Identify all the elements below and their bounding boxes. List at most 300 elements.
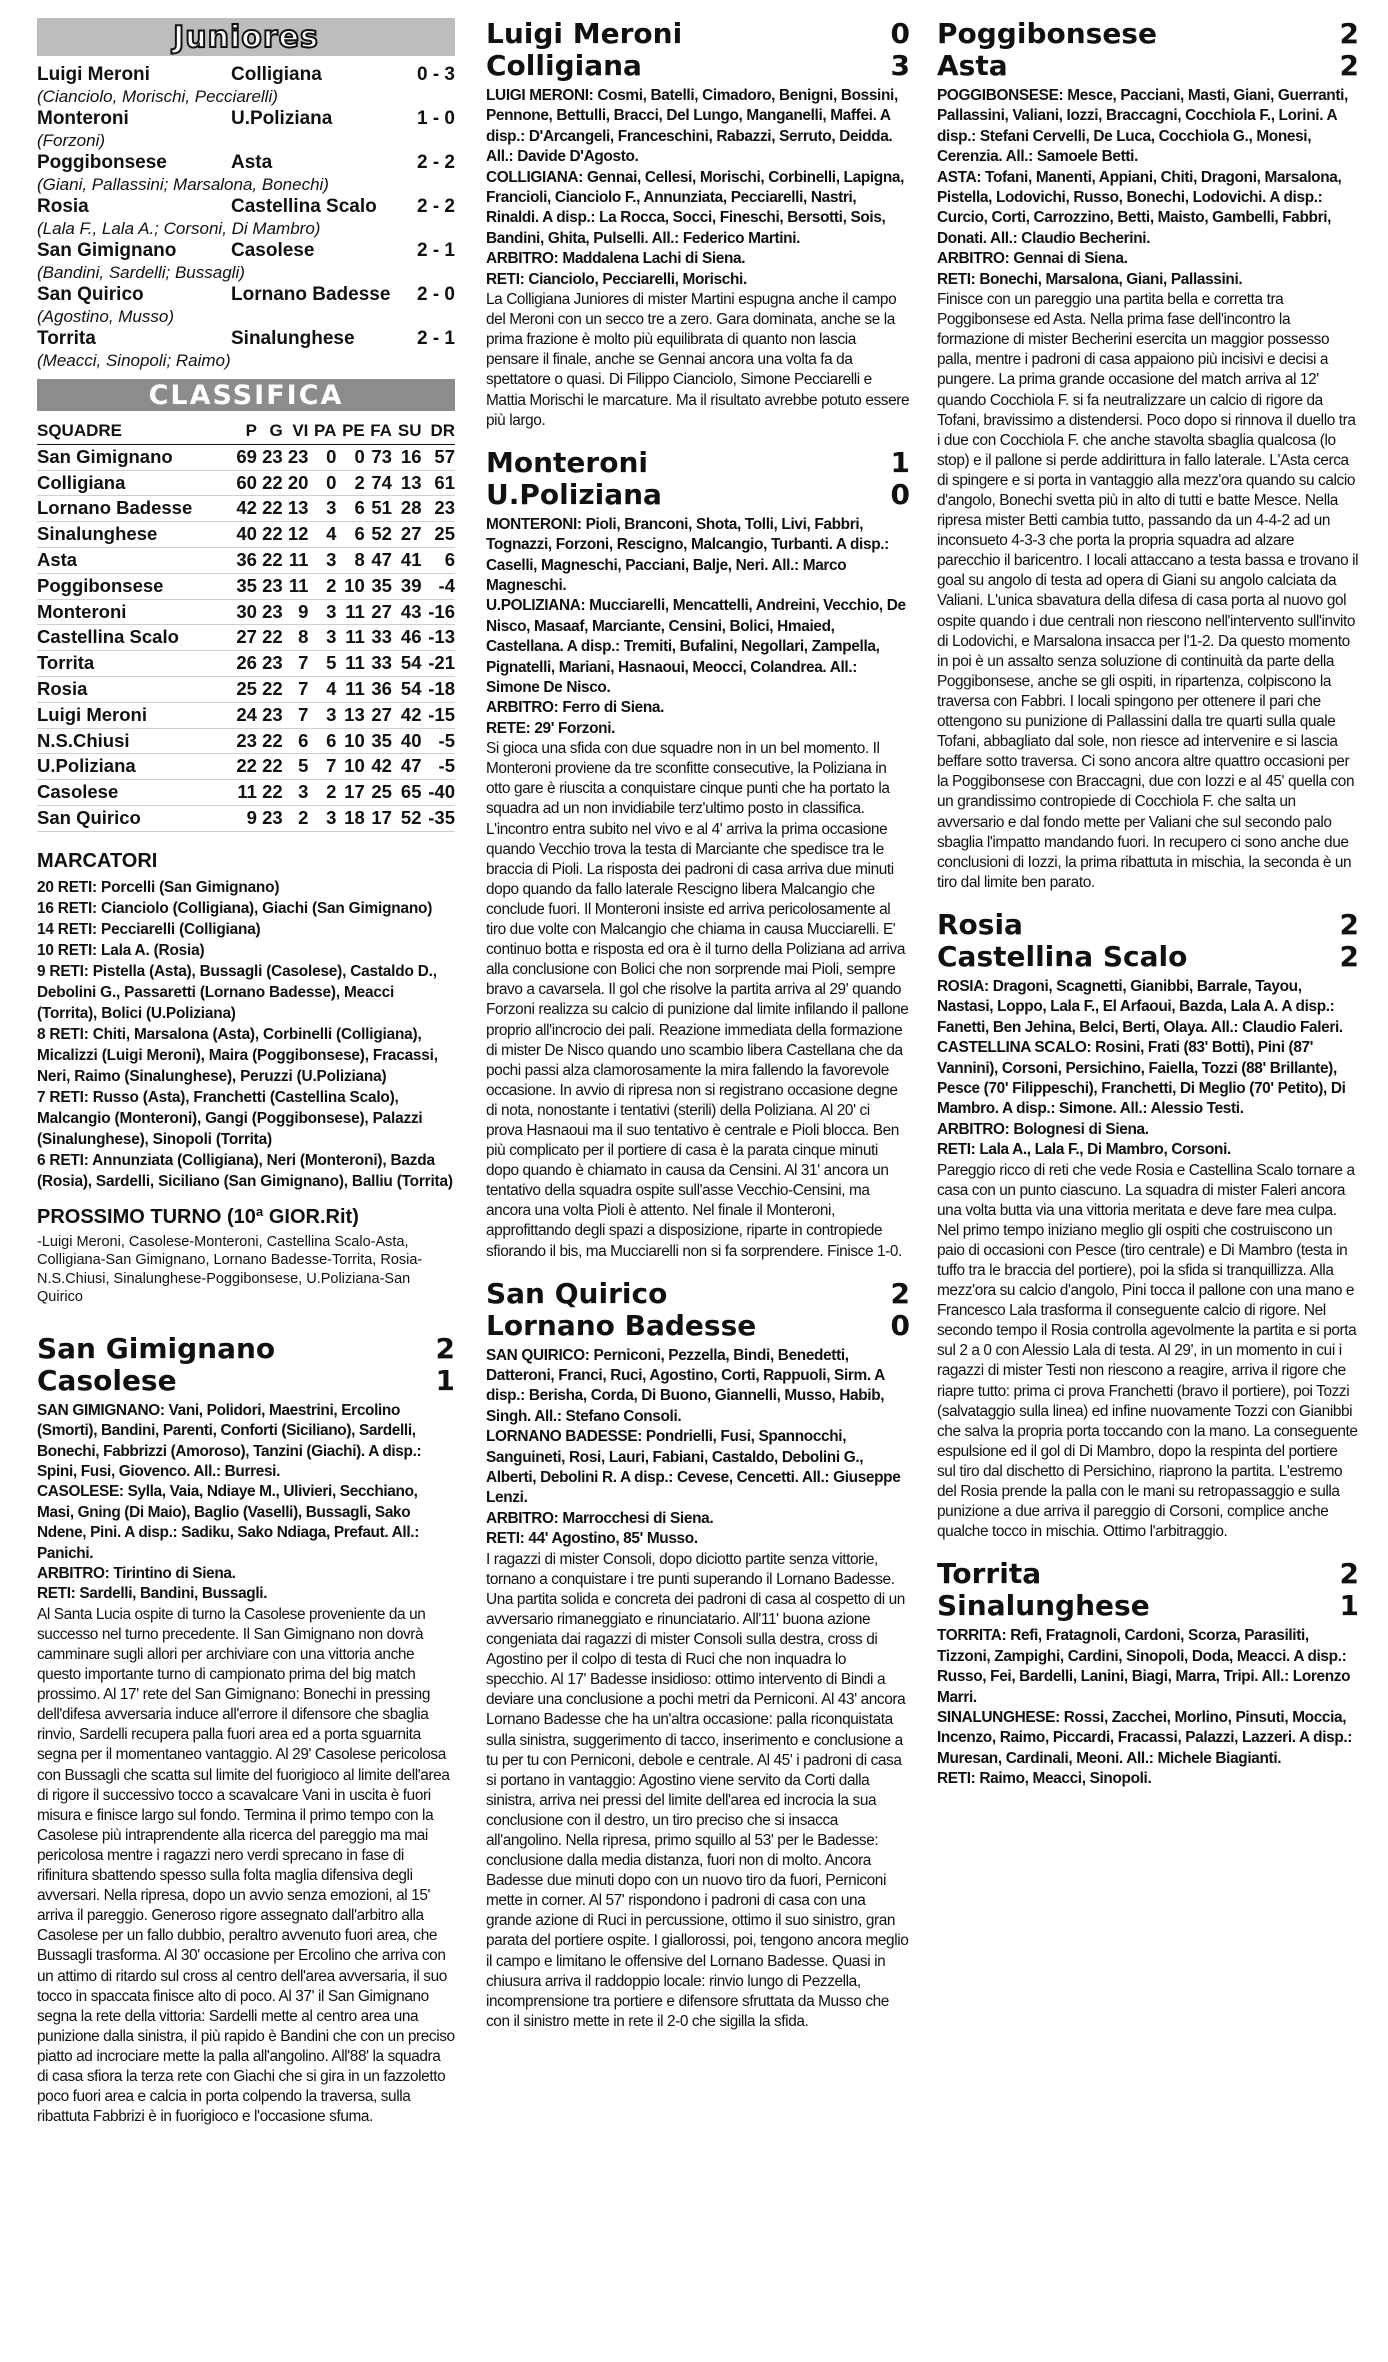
referee: ARBITRO: Gennai di Siena. <box>937 250 1128 268</box>
standings-col-header: SU <box>392 419 422 444</box>
result-scorers: (Lala F., Lala A.; Corsoni, Di Mambro) <box>37 219 321 238</box>
standings-cell: 11 <box>336 676 364 702</box>
standings-cell: 5 <box>308 651 336 677</box>
result-scorers: (Giani, Pallassini; Marsalona, Bonechi) <box>37 175 329 194</box>
standings-row <box>37 780 455 806</box>
goals: RETI: Raimo, Meacci, Sinopoli. <box>937 1770 1152 1788</box>
scorer-line: 8 RETI: Chiti, Marsalona (Asta), Corbinelli (Colligiana), Micalizzi (Luigi Meroni), Maira (Poggibonsese), Fracassi, Neri, Raimo (Sinalunghese), Peruzzi (U.Poliziana) <box>37 1025 438 1085</box>
standings-cell: 42 <box>365 754 392 780</box>
standings-team: San Gimignano <box>37 444 231 470</box>
referee: ARBITRO: Marrocchesi di Siena. <box>486 1509 714 1527</box>
standings-cell: 35 <box>365 728 392 754</box>
match-home-score: 2 <box>435 1331 455 1365</box>
standings-cell: 23 <box>421 496 455 522</box>
standings-cell: 2 <box>308 780 336 806</box>
standings-cell: -40 <box>421 780 455 806</box>
standings-cell: 25 <box>421 522 455 548</box>
standings-cell: -16 <box>421 599 455 625</box>
scorer-line: 9 RETI: Pistella (Asta), Bussagli (Casolese), Castaldo D., Debolini G., Passaretti (Lornano Badesse), Meacci (Torrita), Bolici (U.Poliziana) <box>37 962 437 1022</box>
standings-cell: 54 <box>392 676 422 702</box>
standings-cell: 17 <box>336 780 364 806</box>
result-home-team: San Gimignano <box>37 240 177 261</box>
prossimo-turno-body: -Luigi Meroni, Casolese-Monteroni, Castellina Scalo-Asta, Colligiana-San Gimignano, Lornano Badesse-Torrita, Rosia-N.S.Chiusi, Sinalunghese-Poggibonsese, U.Poliziana-San Quirico <box>37 1233 423 1306</box>
standings-row <box>37 522 455 548</box>
result-home-team: San Quirico <box>37 284 144 305</box>
standings-cell: 4 <box>308 522 336 548</box>
home-lineup: ROSIA: Dragoni, Scagnetti, Gianibbi, Barrale, Tayou, Nastasi, Loppo, Lala F., El Arfaoui, Bazda, Lala A. A disp.: Fanetti, Ben Jehina, Belci, Berti, Olaya. All.: Claudio Faleri. <box>937 977 1343 1036</box>
standings-cell: 6 <box>421 547 455 573</box>
standings-row <box>37 599 455 625</box>
standings-cell: 28 <box>392 496 422 522</box>
scorer-line: 7 RETI: Russo (Asta), Franchetti (Castellina Scalo), Malcangio (Monteroni), Gangi (Poggibonsese), Palazzi (Sinalunghese), Sinopoli (Torrita) <box>37 1088 423 1148</box>
standings-row <box>37 676 455 702</box>
standings-cell: 3 <box>308 496 336 522</box>
standings-cell: 65 <box>392 780 422 806</box>
result-score: 2 - 1 <box>416 240 455 261</box>
juniores-banner <box>37 18 455 56</box>
standings-cell: 13 <box>283 496 309 522</box>
match-home-team: Poggibonsese <box>937 17 1157 50</box>
result-away-team: U.Poliziana <box>231 108 333 129</box>
home-lineup: MONTERONI: Pioli, Branconi, Shota, Tolli, Livi, Fabbri, Tognazzi, Forzoni, Rescigno, Malcangio, Turbanti. A disp.: Caselli, Magneschi, Pacciani, Balje, Neri. All.: Marco Magneschi. <box>486 515 889 594</box>
result-score: 2 - 0 <box>416 284 455 305</box>
standings-cell: 5 <box>283 754 309 780</box>
standings-row <box>37 754 455 780</box>
standings-cell: 2 <box>336 470 364 496</box>
standings-cell: 3 <box>308 702 336 728</box>
standings-team: Sinalunghese <box>37 522 231 548</box>
standings-cell: 27 <box>365 702 392 728</box>
standings-cell: 27 <box>231 625 257 651</box>
standings-team: U.Poliziana <box>37 754 231 780</box>
juniores-banner-text: Juniores <box>173 19 319 55</box>
match-home-score: 2 <box>1339 907 1359 941</box>
standings-cell: 7 <box>283 676 309 702</box>
standings-team: San Quirico <box>37 805 231 831</box>
home-lineup: SAN QUIRICO: Perniconi, Pezzella, Bindi, Benedetti, Datteroni, Franci, Ruci, Agostino, Corti, Rappuoli, Sirm. A disp.: Berisha, Corda, Di Buono, Giannelli, Musso, Habib, Singh. All.: Stefano Consoli. <box>486 1346 885 1425</box>
match-home-row <box>937 18 1359 50</box>
standings-cell: 7 <box>283 651 309 677</box>
result-home-team: Monteroni <box>37 108 129 129</box>
marcatori-list <box>37 877 455 1192</box>
standings-row <box>37 651 455 677</box>
standings-cell: 24 <box>231 702 257 728</box>
standings-team: Luigi Meroni <box>37 702 231 728</box>
standings-cell: 3 <box>308 805 336 831</box>
standings-cell: -13 <box>421 625 455 651</box>
match-away-score: 0 <box>890 477 910 511</box>
standings-col-header: DR <box>421 419 455 444</box>
standings-cell: 35 <box>231 573 257 599</box>
standings-team: Lornano Badesse <box>37 496 231 522</box>
away-lineup: CASOLESE: Sylla, Vaia, Ndiaye M., Ulivieri, Secchiano, Masi, Gning (Di Maio), Baglio (Vaselli), Bussagli, Sako Ndene, Pini. A disp.: Sadiku, Sako Ndiaga, Prefaut. All.: Panichi. <box>37 1483 419 1562</box>
standings-cell: -21 <box>421 651 455 677</box>
result-row <box>37 284 455 306</box>
standings-cell: 54 <box>392 651 422 677</box>
home-lineup: SAN GIMIGNANO: Vani, Polidori, Maestrini, Ercolino (Smorti), Bandini, Parenti, Conforti (Siciliano), Sardelli, Bonechi, Fabbrizzi (Amoroso), Tanzini (Giachi). A disp.: Spini, Fusi, Giovenco. All.: Burresi. <box>37 1401 422 1480</box>
match-away-row <box>37 1365 455 1397</box>
standings-cell: -18 <box>421 676 455 702</box>
standings-cell: 17 <box>365 805 392 831</box>
standings-team: Rosia <box>37 676 231 702</box>
standings-cell: 60 <box>231 470 257 496</box>
standings-cell: 22 <box>257 496 283 522</box>
match-away-team: Lornano Badesse <box>486 1308 757 1342</box>
standings-cell: -4 <box>421 573 455 599</box>
away-lineup: U.POLIZIANA: Mucciarelli, Mencattelli, Andreini, Vecchio, De Nisco, Masaaf, Marciante, Censini, Bolici, Hmaied, Castellana. A disp.: Tremiti, Bufalini, Negollari, Zampella, Pignatelli, Mariani, Hasnaoui, Meocci, Colandrea. All.: Simone De Nisco. <box>486 597 906 696</box>
match-away-score: 1 <box>435 1363 455 1397</box>
result-scorers: (Forzoni) <box>37 131 106 150</box>
standings-col-header: VI <box>283 419 309 444</box>
match-report <box>937 1558 1359 1789</box>
match-report <box>486 18 910 431</box>
referee: ARBITRO: Ferro di Siena. <box>486 699 665 717</box>
match-home-row <box>486 447 910 479</box>
result-row <box>37 152 455 174</box>
standings-cell: 2 <box>308 573 336 599</box>
match-away-team: U.Poliziana <box>486 477 662 511</box>
standings-col-header: PA <box>308 419 336 444</box>
away-lineup: LORNANO BADESSE: Pondrielli, Fusi, Spannocchi, Sanguineti, Rosi, Lauri, Fabiani, Castaldo, Debolini G., Alberti, Debolini R. A disp.: Cevese, Cencetti. All.: Giuseppe Lenzi. <box>486 1428 901 1507</box>
match-report-text: Pareggio ricco di reti che vede Rosia e Castellina Scalo tornare a casa con un punto ciascuno. La squadra di mister Faleri ancora una volta butta via una vittoria meritata e deve fare mea culpa. Nel primo tempo iniziano meglio gli ospiti che costruiscono un paio di occasioni con Pesce (tiro centrale) e Di Mambro (testa in tuffo tra le braccia del portiere), poi la sfida si tranquillizza. Alla mezz'ora su calcio d'angolo, Pini tocca il pallone con una mano e Francesco Lala trasforma il conseguente calcio di rigore. Nel secondo tempo il Rosia controlla agevolmente la partita e si porta sul 2 a 0 con Alessio Lala di testa. Al 29', in un momento in cui i ragazzi di mister Testi non riescono a reagire, arriva il rigore che riapre tutto: prima ci prova Franchetti (bravo il portiere), poi Tozzi (salvataggio sulla linea) ed infine nuovamente Tozzi con Gianibbi che salva la propria porta toccando con la mano. La conseguente espulsione ed il gol di Di Mambro, dopo la respinta del portiere sul tiro dal dischetto di Persichino, riaprono la partita. L'estremo del Rosia prende la palla con le mani su retropassaggio e sulla punizione a due arriva il pareggio di Corsoni, complice anche qualche tocco in mischia. Ottimo l'arbitraggio. <box>937 1161 1358 1541</box>
standings-col-header: FA <box>365 419 392 444</box>
match-home-team: San Gimignano <box>37 1331 276 1365</box>
standings-row <box>37 702 455 728</box>
standings-cell: 9 <box>231 805 257 831</box>
standings-cell: 6 <box>336 522 364 548</box>
match-away-row <box>486 50 910 82</box>
standings-cell: 23 <box>257 651 283 677</box>
standings-team: Monteroni <box>37 599 231 625</box>
classifica-banner <box>37 379 455 411</box>
standings-cell: 22 <box>231 754 257 780</box>
match-home-team: Rosia <box>937 907 1023 941</box>
standings-cell: 7 <box>283 702 309 728</box>
result-score: 1 - 0 <box>416 108 455 129</box>
standings-team: Asta <box>37 547 231 573</box>
standings-cell: 42 <box>231 496 257 522</box>
result-score: 2 - 2 <box>416 152 455 173</box>
match-home-team: Torrita <box>937 1557 1042 1591</box>
results-list <box>37 64 455 371</box>
result-row <box>37 240 455 262</box>
standings-cell: 20 <box>283 470 309 496</box>
standings-cell: 43 <box>392 599 422 625</box>
away-lineup: ASTA: Tofani, Manenti, Appiani, Chiti, Dragoni, Marsalona, Pistella, Lodovichi, Russo, Bonechi, Lodovichi. A disp.: Curcio, Corti, Carrozzino, Betti, Maisto, Gambelli, Fabbri, Donati. All.: Claudio Becherini. <box>937 168 1342 247</box>
referee: ARBITRO: Bolognesi di Siena. <box>937 1120 1149 1138</box>
result-away-team: Colligiana <box>231 64 322 85</box>
match-report-text: Si gioca una sfida con due squadre non in un bel momento. Il Monteroni proviene da tre sconfitte consecutive, la Poliziana in otto gare è riuscita a conquistare cinque punti che ha portato la squadra ad un non invidiabile terz'ultimo posto in classifica. L'incontro entra subito nel vivo e al 4' arriva la prima occasione quando Vecchio trova la testa di Marciante che spedisce tra le braccia di Pioli. La risposta dei padroni di casa arriva due minuti dopo quando da fallo laterale Rescigno libera Malcangio che conclude fuori. Il Monteroni insiste ed arriva pericolosamente al tiro due volte con Malcangio che chiama in causa Mucciarelli. E' continuo botta e risposta ed ora è il turno della Poliziana ad arriva alla conclusione con Bolici che non sorprende mai Pioli, sempre bravo a cavarsela. Il gol che risolve la partita arriva al 29' quando Forzoni realizza su calcio di punizione dal limite infilando il pallone proprio all'incrocio dei pali. Reazione immediata della formazione di mister De Nisco quando uno scambio libera Castellana che da pochi passi alza clamorosamente la mira fallendo la favorevole occasione. In avvio di ripresa non si registrano occasione degne di nota, nonostante i tentativi (sterili) della Poliziana. Al 20' ci prova Hasnaoui ma il suo tentativo è centrale e Pioli blocca. Ben più complicato per il portiere di casa è la parata cinque minuti dopo quando è chiamato in causa da Censini. Al 31' ancora un tentativo della squadra ospite sull'asse Vecchio-Censini, ma ancora una volta Pioli è attento. Nel finale il Monteroni, approfittando degli spazi a disposizione, riparte in contropiede sfiorando il bis, ma Mucciarelli non si fa sorprendere. Finisce 1-0. <box>486 740 909 1260</box>
standings-cell: 61 <box>421 470 455 496</box>
standings-cell: 40 <box>231 522 257 548</box>
standings-cell: 11 <box>336 651 364 677</box>
standings-col-header: SQUADRE <box>37 419 231 444</box>
match-away-row <box>937 941 1359 973</box>
standings-header-row <box>37 419 455 444</box>
scorer-line: 16 RETI: Cianciolo (Colligiana), Giachi (San Gimignano) <box>37 899 433 917</box>
standings-col-header: G <box>257 419 283 444</box>
standings-cell: 22 <box>257 754 283 780</box>
scorer-line: 10 RETI: Lala A. (Rosia) <box>37 941 205 959</box>
standings-cell: 13 <box>392 470 422 496</box>
match-home-score: 2 <box>1339 1557 1359 1591</box>
match-report-text: Al Santa Lucia ospite di turno la Casolese proveniente da un successo nel turno precedente. Il San Gimignano non dovrà camminare sugli allori per archiviare con una vittoria anche questo importante turno di campionato prima del big match prossimo. Al 17' rete del San Gimignano: Bonechi in pressing dell'difesa avversaria induce all'errore il difensore che sbaglia rinvio, Sardelli recupera palla fuori area ed a porta sguarnita segna per il momentaneo vantaggio. Al 29' Casolese pericolosa con Bussagli che scatta sul limite del fuorigioco al limite dell'area di rigore il successivo tocco a scavalcare Vani in uscita è fuori misura e finisce largo sul fondo. Termina il primo tempo con la Casolese più intraprendente alla ricerca del pareggio ma mai pericolosa mentre i ragazzi nero verdi sprecano in fase di rifinitura sbattendo spesso sulla folta maglia difensiva degli avversari. Nella ripresa, dopo un avvio senza emozioni, al 15' arriva il pareggio. Generoso rigore assegnato dall'arbitro alla Casolese per un fallo dubbio, peraltro avvenuto fuori area, che Bussagli trasforma. Al 30' occasione per Ercolino che arriva con un attimo di ritardo sul cross al centro dell'area avversaria, il suo tocco in spaccata finisce alto di poco. Al 37' il San Gimignano segna la rete della vittoria: Sardelli mette al centro area una punizione dalla sinistra, il più rapido è Bandini che con un preciso piatto ad incrociare mette la palla all'angolino. All'88' la squadra di casa sfiora la terza rete con Giachi che si gira in un fazzoletto poco fuori area e calcia in porta colpendo la traversa, sulla ribattuta Fabbrizi è in fuorigioco e l'occasione sfuma. <box>37 1605 455 2126</box>
standings-cell: 11 <box>283 573 309 599</box>
match-report-text: I ragazzi di mister Consoli, dopo diciotto partite senza vittorie, tornano a conquistare i tre punti superando il Lornano Badesse. Una partita solida e concreta dei padroni di casa al cospetto di un avversario rimaneggiato e rinunciatario. All'11' buona azione congeniata dai ragazzi di mister Consoli sulla destra, cross di Agostino per il colpo di testa di Ruci che non inquadra lo specchio. Al 17' Badesse insidioso: ottimo intervento di Bindi a deviare una conclusione a pochi metri da Perniconi. Al 43' ancora Lornano Badesse che ha un'altra occasione: palla riconquistata sulla sinistra, suggerimento di tacco, inserimento e conclusione a tu per tu con Perniconi, debole e centrale. Al 45' i padroni di casa si portano in vantaggio: Agostino viene servito da Corti dalla sinistra, arriva nei pressi del limite dell'area ed incrocia la sua conclusione con il destro, un tiro preciso che si insacca all'angolino. Nella ripresa, primo squillo al 53' per le Badesse: conclusione dalla media distanza, fuori non di molto. Ancora Badesse due minuti dopo con un nuovo tiro da fuori, Perniconi mette in corner. Al 57' rispondono i padroni di casa con una grande azione di Ruci in percussione, ottimo il suo sinistro, gran parata del portiere ospite. I giallorossi, poi, tengono ancora meglio il campo e limitano le offensive del Lornano Badesse. Quasi in chiusura arriva il raddoppio locale: rinvio lungo di Pezzella, incomprensione tra portiere e difensore sfruttata da Musso che con il sinistro mette in rete il 2-0 che sigilla la sfida. <box>486 1550 909 2030</box>
match-away-team: Asta <box>937 49 1008 82</box>
match-away-row <box>486 1310 910 1342</box>
standings-cell: 2 <box>283 805 309 831</box>
result-away-team: Castellina Scalo <box>231 196 377 217</box>
standings-cell: 6 <box>283 728 309 754</box>
goals: RETI: Bonechi, Marsalona, Giani, Pallassini. <box>937 270 1243 288</box>
standings-cell: 10 <box>336 573 364 599</box>
standings-cell: 22 <box>257 470 283 496</box>
match-report-text: Finisce con un pareggio una partita bella e corretta tra Poggibonsese ed Asta. Nella prima fase dell'incontro la formazione di mister Becherini esercita un maggior possesso palla, mentre i padroni di casa appaiono più incisivi e decisi a pungere. La prima grande occasione del match arriva al 12' quando Cocchiola F. si fa neutralizzare un calcio di rigore da Tofani, bravissimo a distendersi. Poco dopo si rinnova il duello tra i due con Cocchiola F. che anche stavolta sbaglia qualcosa (lo stop) e il pallone si perde addirittura in fallo laterale. L'Asta cerca di spingere e si porta in vantaggio alla mezz'ora quando su calcio d'angolo, Bonechi svetta più in alto di tutti e batte Mesce. Nella ripresa mister Betti cambia tutto, passando da un 4-4-2 ad un inconsueto 4-3-3 che porta la propria squadra ad alzare parecchio il baricentro. I locali attaccano a testa bassa e trovano il goal su angolo di testa ad opera di Giani su angolo calciata da Valiani. L'unica sbavatura della difesa di casa porta al nuovo gol ospite quando i due centrali non riescono nell'intervento sull'invito di Lodovichi, e Marsalona insacca per l'1-2. Da questo momento in poi è un assalto senza soluzione di continuità da parte della Poggibonsese, anche se gli ospiti, in ripartenza, colpiscono la traversa con Fabbri. I locali spingono per ottenere il pari che ottengono su punizione di Pallassini dalla tre quarti sulla quale Tofani, abbagliato dal sole, non riesce ad intervenire e si lascia beffare sotto traversa. Ci sono ancora altre quattro occasioni per la Poggibonsese con Braccagni, due con Iozzi e al 45' quella con un grandissimo contropiede di Cocchiola F. che salta un avversario e dal fondo mette per Valiani che sul secondo palo sbaglia l'impatto mandando fuori. In recupero ci sono anche due conclusioni di Iozzi, la prima ribattuta in mischia, la seconda è un tiro dal limite ben parato. <box>937 291 1359 891</box>
away-lineup: COLLIGIANA: Gennai, Cellesi, Morischi, Corbinelli, Lapigna, Francioli, Cianciolo F., Annunziata, Pecciarelli, Nastri, Rinaldi. A disp.: La Rocca, Socci, Fineschi, Bersotti, Sois, Bandini, Ghita, Pulselli. All.: Federico Martini. <box>486 168 905 247</box>
standings-cell: 30 <box>231 599 257 625</box>
standings-cell: 69 <box>231 444 257 470</box>
standings-cell: 52 <box>365 522 392 548</box>
match-report <box>937 909 1359 1542</box>
match-home-score: 1 <box>890 445 910 479</box>
result-score: 2 - 1 <box>416 328 455 349</box>
scorer-line: 14 RETI: Pecciarelli (Colligiana) <box>37 920 261 938</box>
standings-cell: 36 <box>231 547 257 573</box>
standings-cell: 22 <box>257 780 283 806</box>
match-home-team: Luigi Meroni <box>486 17 683 50</box>
standings-cell: -35 <box>421 805 455 831</box>
match-home-row <box>37 1333 455 1365</box>
standings-cell: 27 <box>365 599 392 625</box>
home-lineup: POGGIBONSESE: Mesce, Pacciani, Masti, Giani, Guerranti, Pallassini, Valiani, Iozzi, Braccagni, Cocchiola F., Lorini. A disp.: Stefani Cervelli, De Luca, Cocchiola G., Monesi, Cerenzia. All.: Samoele Betti. <box>937 87 1348 166</box>
standings-cell: 52 <box>392 805 422 831</box>
standings-cell: 6 <box>308 728 336 754</box>
match-reports-right <box>937 18 1359 1790</box>
standings-cell: 0 <box>336 444 364 470</box>
match-home-score: 0 <box>890 17 910 50</box>
standings-cell: 47 <box>365 547 392 573</box>
result-away-team: Casolese <box>231 240 315 261</box>
goals: RETI: Lala A., Lala F., Di Mambro, Corsoni. <box>937 1141 1231 1159</box>
standings-cell: 25 <box>365 780 392 806</box>
standings-cell: 10 <box>336 728 364 754</box>
standings-row <box>37 728 455 754</box>
goals: RETE: 29' Forzoni. <box>486 719 616 737</box>
match-away-team: Colligiana <box>486 49 642 82</box>
standings-cell: 4 <box>308 676 336 702</box>
standings-cell: 3 <box>283 780 309 806</box>
standings-cell: 41 <box>392 547 422 573</box>
result-home-team: Luigi Meroni <box>37 64 150 85</box>
standings-cell: 23 <box>257 702 283 728</box>
standings-cell: 40 <box>392 728 422 754</box>
standings-cell: 42 <box>392 702 422 728</box>
match-report <box>937 18 1359 893</box>
standings-row <box>37 496 455 522</box>
match-reports-left <box>37 1333 455 2128</box>
result-away-team: Sinalunghese <box>231 328 355 349</box>
prossimo-turno-title: PROSSIMO TURNO (10ª GIOR.Rit) <box>37 1205 359 1228</box>
home-lineup: LUIGI MERONI: Cosmi, Batelli, Cimadoro, Benigni, Bossini, Pennone, Bettulli, Bracci, Del Lungo, Manganelli, Maffei. A disp.: D'Arcangeli, Franceschini, Rabazzi, Serruto, Deidda. All.: Davide D'Agosto. <box>486 87 898 166</box>
match-away-row <box>937 50 1359 82</box>
match-away-row <box>486 479 910 511</box>
standings-cell: 22 <box>257 728 283 754</box>
result-scorers: (Agostino, Musso) <box>37 307 174 326</box>
standings-cell: 11 <box>336 625 364 651</box>
match-away-score: 1 <box>1339 1589 1359 1623</box>
standings-cell: 23 <box>257 444 283 470</box>
standings-row <box>37 573 455 599</box>
standings-row <box>37 805 455 831</box>
standings-col-header: PE <box>336 419 364 444</box>
standings-cell: 22 <box>257 676 283 702</box>
result-away-team: Asta <box>231 152 273 173</box>
standings-cell: 6 <box>336 496 364 522</box>
result-home-team: Rosia <box>37 196 89 217</box>
match-reports-middle <box>486 18 910 2032</box>
goals: RETI: Cianciolo, Pecciarelli, Morischi. <box>486 270 747 288</box>
match-home-row <box>486 1278 910 1310</box>
goals: RETI: Sardelli, Bandini, Bussagli. <box>37 1585 268 1603</box>
match-report <box>486 1278 910 2032</box>
match-away-team: Casolese <box>37 1363 177 1397</box>
match-home-row <box>937 1558 1359 1590</box>
standings-col-header: P <box>231 419 257 444</box>
result-scorers: (Bandini, Sardelli; Bussagli) <box>37 263 245 282</box>
standings-cell: 36 <box>365 676 392 702</box>
standings-row <box>37 444 455 470</box>
result-home-team: Poggibonsese <box>37 152 167 173</box>
standings-row <box>37 470 455 496</box>
match-home-team: San Quirico <box>486 1276 668 1310</box>
standings-cell: 8 <box>283 625 309 651</box>
standings-team: Torrita <box>37 651 231 677</box>
standings-cell: 46 <box>392 625 422 651</box>
standings-cell: 33 <box>365 625 392 651</box>
match-home-score: 2 <box>890 1276 910 1310</box>
referee: ARBITRO: Tirintino di Siena. <box>37 1565 236 1582</box>
match-away-score: 3 <box>890 49 910 82</box>
scorer-line: 20 RETI: Porcelli (San Gimignano) <box>37 878 280 896</box>
away-lineup: CASTELLINA SCALO: Rosini, Frati (83' Botti), Pini (87' Vannini), Corsoni, Persichino, Faiella, Tozzi (88' Brillante), Pesce (70' Filippeschi), Franchetti, Di Meglio (70' Petito), Di Mambro. A disp.: Simone. All.: Alessio Testi. <box>937 1039 1346 1118</box>
result-home-team: Torrita <box>37 328 96 349</box>
match-away-row <box>937 1590 1359 1622</box>
standings-cell: 74 <box>365 470 392 496</box>
standings-team: Poggibonsese <box>37 573 231 599</box>
match-away-score: 2 <box>1339 49 1359 82</box>
result-row <box>37 64 455 86</box>
standings-cell: 22 <box>257 625 283 651</box>
standings-cell: 0 <box>308 444 336 470</box>
standings-cell: -5 <box>421 754 455 780</box>
standings-team: Casolese <box>37 780 231 806</box>
standings-cell: 3 <box>308 547 336 573</box>
standings-team: N.S.Chiusi <box>37 728 231 754</box>
match-home-row <box>937 909 1359 941</box>
standings-cell: 3 <box>308 599 336 625</box>
standings-cell: 35 <box>365 573 392 599</box>
standings-cell: 11 <box>283 547 309 573</box>
standings-cell: 23 <box>283 444 309 470</box>
classifica-banner-text: CLASSIFICA <box>148 379 344 411</box>
column-right <box>937 18 1359 1806</box>
match-away-score: 0 <box>890 1308 910 1342</box>
standings-cell: 39 <box>392 573 422 599</box>
match-away-score: 2 <box>1339 939 1359 973</box>
home-lineup: TORRITA: Refi, Fratagnoli, Cardoni, Scorza, Parasiliti, Tizzoni, Zampighi, Cardini, Sinopoli, Doda, Meacci. A disp.: Russo, Fei, Bardelli, Lanini, Biagi, Marra, Tripi. All.: Lorenzo Marri. <box>937 1627 1351 1706</box>
standings-row <box>37 625 455 651</box>
standings-cell: 7 <box>308 754 336 780</box>
match-home-score: 2 <box>1339 17 1359 50</box>
away-lineup: SINALUNGHESE: Rossi, Zacchei, Morlino, Pinsuti, Moccia, Incenzo, Raimo, Piccardi, Fracassi, Palazzi, Lazzeri. A disp.: Muresan, Cardinali, Meoni. All.: Michele Biagianti. <box>937 1708 1353 1767</box>
result-score: 0 - 3 <box>416 64 455 85</box>
standings-cell: 9 <box>283 599 309 625</box>
standings-cell: 18 <box>336 805 364 831</box>
standings-cell: 12 <box>283 522 309 548</box>
match-away-team: Sinalunghese <box>937 1589 1150 1623</box>
match-report <box>486 447 910 1262</box>
result-row <box>37 328 455 350</box>
standings-cell: 25 <box>231 676 257 702</box>
match-home-row <box>486 18 910 50</box>
result-away-team: Lornano Badesse <box>231 284 391 305</box>
referee: ARBITRO: Maddalena Lachi di Siena. <box>486 250 746 268</box>
match-report <box>37 1333 455 2128</box>
result-row <box>37 108 455 130</box>
standings-cell: 47 <box>392 754 422 780</box>
standings-cell: 0 <box>308 470 336 496</box>
standings-cell: 22 <box>257 547 283 573</box>
standings-team: Colligiana <box>37 470 231 496</box>
standings-cell: 57 <box>421 444 455 470</box>
standings-cell: 10 <box>336 754 364 780</box>
standings-cell: -15 <box>421 702 455 728</box>
result-scorers: (Cianciolo, Morischi, Pecciarelli) <box>37 87 278 106</box>
standings-cell: -5 <box>421 728 455 754</box>
standings-cell: 22 <box>257 522 283 548</box>
marcatori-title: MARCATORI <box>37 849 158 872</box>
result-row <box>37 196 455 218</box>
match-away-team: Castellina Scalo <box>937 939 1188 973</box>
standings-row <box>37 547 455 573</box>
result-scorers: (Meacci, Sinopoli; Raimo) <box>37 351 231 370</box>
standings-cell: 8 <box>336 547 364 573</box>
match-home-team: Monteroni <box>486 445 648 479</box>
result-score: 2 - 2 <box>416 196 455 217</box>
standings-cell: 11 <box>231 780 257 806</box>
standings-team: Castellina Scalo <box>37 625 231 651</box>
goals: RETI: 44' Agostino, 85' Musso. <box>486 1530 698 1548</box>
standings-cell: 3 <box>308 625 336 651</box>
standings-cell: 23 <box>257 805 283 831</box>
standings-cell: 23 <box>257 599 283 625</box>
standings-cell: 27 <box>392 522 422 548</box>
standings-cell: 26 <box>231 651 257 677</box>
standings-cell: 16 <box>392 444 422 470</box>
standings-table <box>37 419 455 832</box>
standings-cell: 33 <box>365 651 392 677</box>
standings-cell: 11 <box>336 599 364 625</box>
standings-cell: 23 <box>231 728 257 754</box>
standings-cell: 23 <box>257 573 283 599</box>
standings-cell: 51 <box>365 496 392 522</box>
match-report-text: La Colligiana Juniores di mister Martini espugna anche il campo del Meroni con un secco tre a zero. Gara dominata, anche se la prima frazione è molto più equilibrata di quanto non lascia pensare il finale, anche se Gennai ancora una volta fa da spettatore o quasi. Di Filippo Cianciolo, Simone Pecciarelli e Mattia Morischi le marcature. Ma il risultato avrebbe potuto essere più largo. <box>486 291 910 429</box>
standings-body <box>37 444 455 831</box>
column-left <box>37 18 455 2143</box>
column-middle <box>486 18 910 2048</box>
scorer-line: 6 RETI: Annunziata (Colligiana), Neri (Monteroni), Bazda (Rosia), Sardelli, Siciliano (San Gimignano), Balliu (Torrita) <box>37 1151 453 1190</box>
